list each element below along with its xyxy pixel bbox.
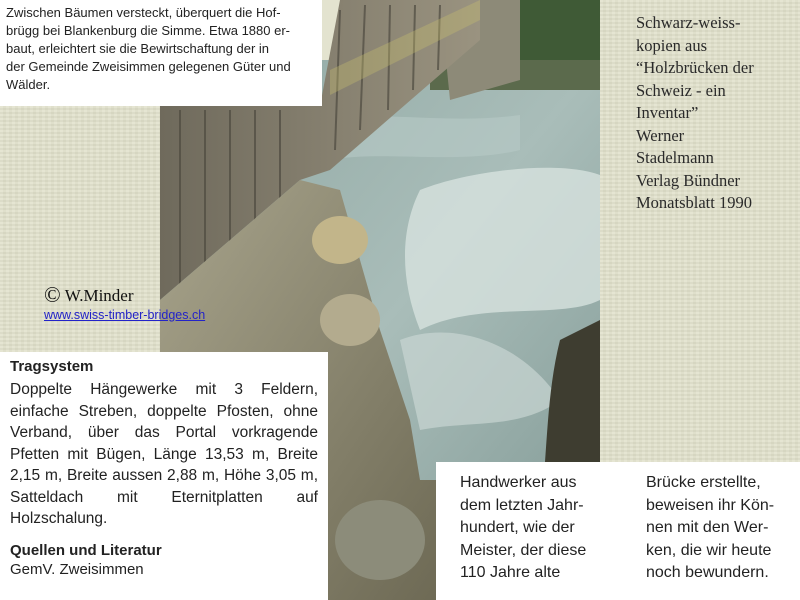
tragsystem-box	[0, 352, 328, 600]
tragsystem-heading: Tragsystem	[10, 358, 94, 375]
source-line: Schwarz-weiss-	[636, 13, 741, 32]
copyright-symbol: ©	[44, 282, 61, 307]
bottom-text-column-2	[646, 472, 774, 585]
bottom-text-column-1	[460, 472, 586, 585]
bottom-line: Handwerker aus	[460, 474, 577, 491]
tragsystem-body: Doppelte Hängewerke mit 3 Feldern, einfache Streben, doppelte Pfosten, ohne Verband, über das Portal vorkragende Pfetten mit Bügen, Länge 13,53 m, Breite 2,15 m, Breite aussen 2,88 m, Höhe 3,05 m, Satteldach mit Eternitplatten auf Holzschalung.	[10, 381, 318, 527]
caption-line: brügg bei Blankenburg die Simme. Etwa 1880 er-	[6, 23, 290, 38]
bottom-line: Meister, der diese	[460, 541, 587, 559]
source-line: Verlag Bündner	[636, 170, 741, 190]
source-line: Werner	[636, 125, 685, 145]
caption-line: der Gemeinde Zweisimmen gelegenen Güter und	[6, 59, 291, 74]
bottom-line: nen mit den Wer-	[646, 519, 769, 536]
bottom-line: beweisen ihr Kön-	[646, 496, 775, 514]
white-water	[405, 168, 600, 330]
source-line: “Holzbrücken der	[636, 58, 754, 77]
bottom-line: ken, die wir heute	[646, 541, 772, 559]
source-note	[636, 12, 796, 215]
bottom-line: hundert, wie der	[460, 519, 575, 536]
caption-line: Zwischen Bäumen versteckt, überquert die Hof-	[6, 5, 281, 20]
source-line: Schweiz - ein	[636, 80, 726, 100]
source-line: Monatsblatt 1990	[636, 193, 752, 212]
caption-line: Wälder.	[6, 77, 51, 92]
source-line: kopien aus	[636, 35, 708, 55]
bottom-line: Brücke erstellte,	[646, 474, 761, 491]
bottom-line: dem letzten Jahr-	[460, 496, 584, 514]
copyright-notice	[44, 282, 134, 308]
website-link[interactable]: www.swiss-timber-bridges.ch	[44, 308, 206, 322]
top-caption-box	[0, 0, 322, 106]
literature-body: GemV. Zweisimmen	[10, 560, 144, 578]
bottom-text-box	[436, 462, 800, 600]
caption-line: baut, erleichtert sie die Bewirtschaftung der in	[6, 41, 270, 56]
source-line: Stadelmann	[636, 148, 714, 167]
bottom-line: noch bewundern.	[646, 564, 769, 581]
source-line: Inventar”	[636, 103, 699, 122]
bottom-line: 110 Jahre alte	[460, 564, 561, 581]
copyright-name: W.Minder	[64, 286, 134, 305]
literature-heading: Quellen und Literatur	[10, 541, 162, 559]
